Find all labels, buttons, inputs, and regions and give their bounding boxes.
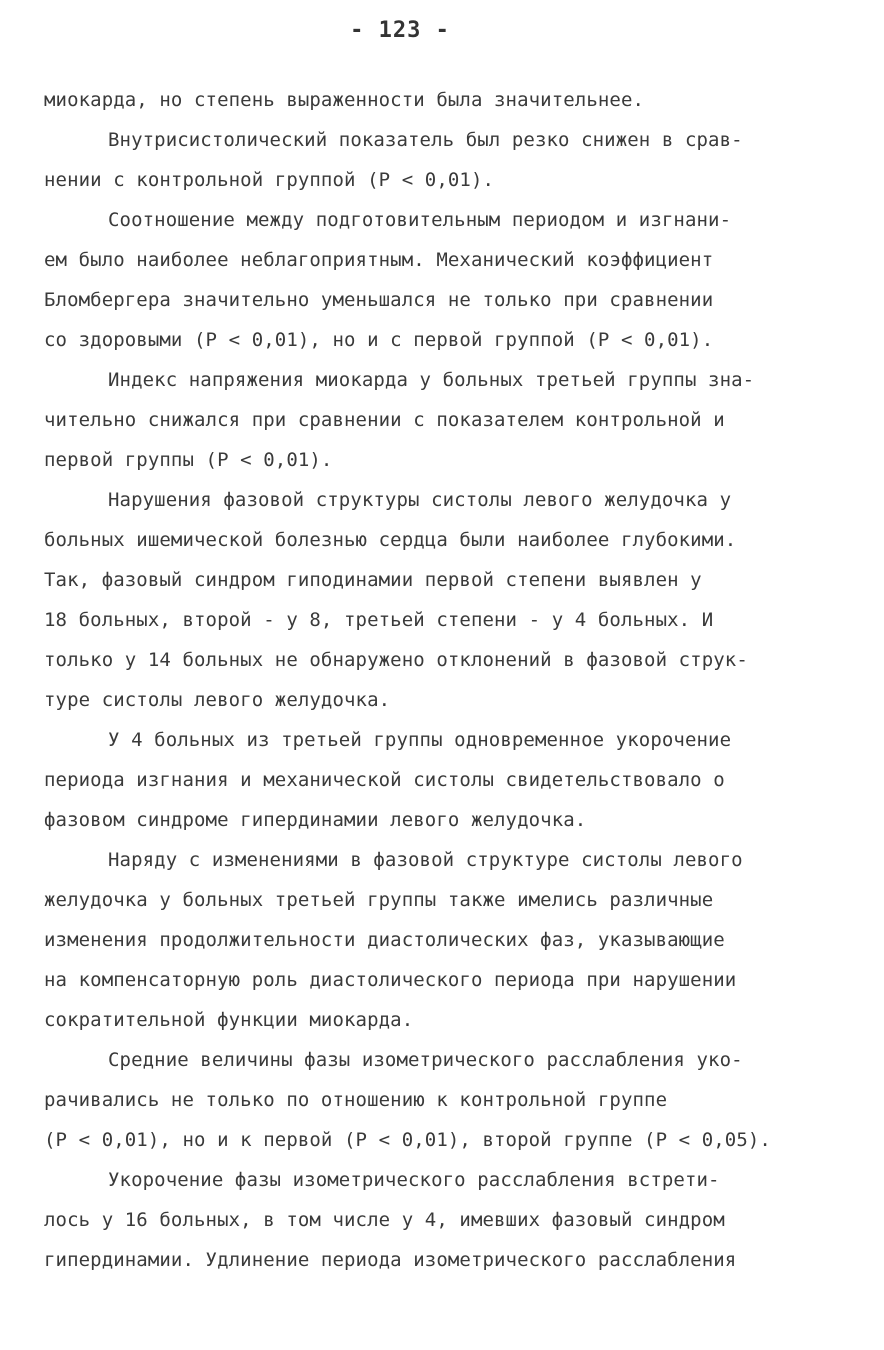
text-line: больных ишемической болезнью сердца были наиболее глубокими. <box>44 529 737 551</box>
text-line: гипердинамии. Удлинение периода изометрического расслабления <box>44 1249 737 1271</box>
text-line: на компенсаторную роль диастолического периода при нарушении <box>44 969 737 991</box>
text-line: первой группы (Р < 0,01). <box>44 449 333 471</box>
text-line: рачивались не только по отношению к контрольной группе <box>44 1089 668 1111</box>
page-number: - 123 - <box>350 18 450 43</box>
text-line: только у 14 больных не обнаружено отклонений в фазовой струк- <box>44 649 748 671</box>
text-line: сократительной функции миокарда. <box>44 1009 414 1031</box>
text-line: Укорочение фазы изометрического расслабления встрети- <box>108 1169 720 1191</box>
text-line: У 4 больных из третьей группы одновременное укорочение <box>108 729 732 751</box>
text-line: Бломбергера значительно уменьшался не только при сравнении <box>44 289 714 311</box>
text-line: Индекс напряжения миокарда у больных третьей группы зна- <box>108 369 755 391</box>
text-line: Соотношение между подготовительным периодом и изгнани- <box>108 209 732 231</box>
text-line: (Р < 0,01), но и к первой (Р < 0,01), второй группе (Р < 0,05). <box>44 1129 771 1151</box>
body-text <box>44 80 844 1280</box>
text-line: ем было наиболее неблагоприятным. Механический коэффициент <box>44 249 714 271</box>
text-line: Наряду с изменениями в фазовой структуре систолы левого <box>108 849 743 871</box>
text-line: миокарда, но степень выраженности была значительнее. <box>44 89 645 111</box>
text-line: нении с контрольной группой (Р < 0,01). <box>44 169 495 191</box>
text-line: Средние величины фазы изометрического расслабления уко- <box>108 1049 743 1071</box>
text-line: фазовом синдроме гипердинамии левого желудочка. <box>44 809 587 831</box>
text-line: изменения продолжительности диастолических фаз, указывающие <box>44 929 725 951</box>
text-line: Нарушения фазовой структуры систолы левого желудочка у <box>108 489 732 511</box>
text-line: желудочка у больных третьей группы также имелись различные <box>44 889 714 911</box>
text-line: Внутрисистолический показатель был резко снижен в срав- <box>108 129 743 151</box>
text-line: лось у 16 больных, в том числе у 4, имевших фазовый синдром <box>44 1209 725 1231</box>
text-line: туре систолы левого желудочка. <box>44 689 391 711</box>
text-line: периода изгнания и механической систолы свидетельствовало о <box>44 769 725 791</box>
text-line: со здоровыми (Р < 0,01), но и с первой группой (Р < 0,01). <box>44 329 714 351</box>
text-line: чительно снижался при сравнении с показателем контрольной и <box>44 409 725 431</box>
text-line: 18 больных, второй - у 8, третьей степени - у 4 больных. И <box>44 609 714 631</box>
text-line: Так, фазовый синдром гиподинамии первой степени выявлен у <box>44 569 702 591</box>
